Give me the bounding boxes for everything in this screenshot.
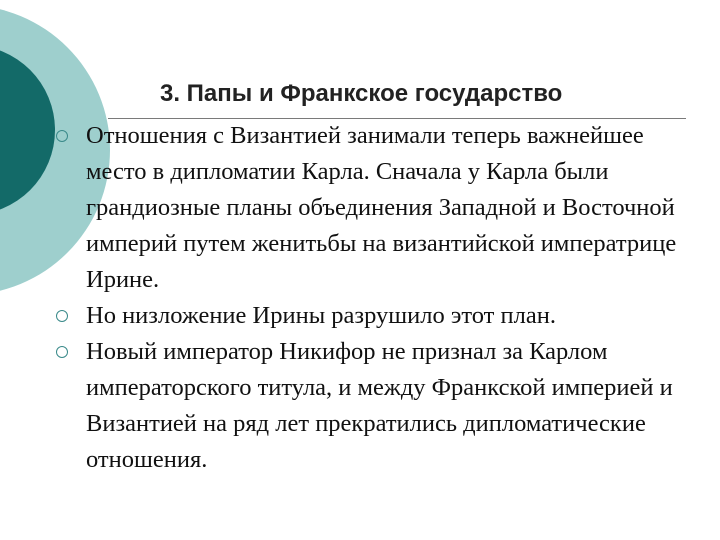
slide-title: 3. Папы и Франкское государство (160, 80, 563, 107)
circle-bullet-icon (56, 310, 68, 322)
bullet-text: Отношения с Византией занимали теперь важнейшее место в дипломатии Карла. Сначала у Карла были грандиозные планы объединения Западной и Восточной империй путем женитьбы на византийской императрице Ирине. (86, 122, 677, 293)
bullet-item (56, 118, 704, 298)
bullet-text: Новый император Никифор не признал за Карлом императорского титула, и между Франкской империей и Византией на ряд лет прекратились дипломатические отношения. (86, 338, 673, 473)
bullet-text: Но низложение Ирины разрушило этот план. (86, 302, 556, 329)
bullet-item (56, 298, 704, 334)
bullet-item (56, 334, 704, 478)
bullet-list (56, 118, 704, 478)
circle-bullet-icon (56, 130, 68, 142)
circle-bullet-icon (56, 346, 68, 358)
